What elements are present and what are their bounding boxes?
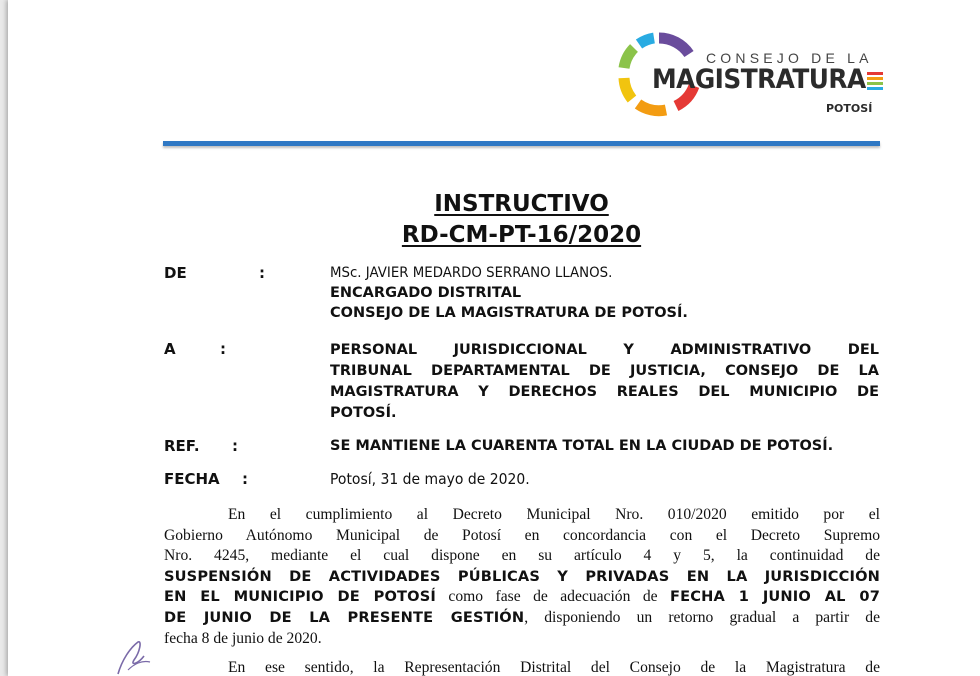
a-label: A [164,340,176,358]
de-colon: : [259,264,265,282]
de-org: CONSEJO DE LA MAGISTRATURA DE POTOSÍ. [330,305,688,321]
paragraph-line: Gobierno Autónomo Municipal de Potosí en concordancia con el Decreto Supremo [164,526,880,544]
logo-text-city: POTOSÍ [826,102,873,115]
a-line: PERSONAL JURISDICCIONAL Y ADMINISTRATIVO DEL [330,342,879,358]
paragraph-line: En el cumplimiento al Decreto Municipal Nro. 010/2020 emitido por el [228,506,880,523]
fecha-colon: : [242,470,248,488]
body-paragraph-2 [164,658,880,676]
ref-value: SE MANTIENE LA CUARENTA TOTAL EN LA CIUDAD DE POTOSÍ. [330,438,834,454]
document-page [8,0,980,676]
paragraph-bold: FECHA 1 JUNIO AL 07 [670,588,880,606]
a-line: MAGISTRATURA Y DERECHOS REALES DEL MUNICIPIO DE [330,384,879,400]
de-label: DE [164,264,187,282]
paragraph-bold: DE JUNIO DE LA PRESENTE GESTIÓN [164,608,525,626]
paragraph-text: , disponiendo un retorno gradual a partir de [524,608,880,626]
paragraph-bold: EN EL MUNICIPIO DE POTOSÍ [164,588,436,606]
document-title: INSTRUCTIVO [434,191,609,217]
de-role: ENCARGADO DISTRITAL [330,285,522,301]
paragraph-line: fecha 8 de junio de 2020. [164,629,322,647]
logo-text-top: CONSEJO DE LA [706,50,873,66]
a-line: TRIBUNAL DEPARTAMENTAL DE JUSTICIA, CONSEJO DE LA [330,363,879,379]
paragraph-line: Nro. 4245, mediante el cual dispone en su artículo 4 y 5, la continuidad de [164,547,880,565]
paragraph-line: En ese sentido, la Representación Distrital del Consejo de la Magistratura de [228,659,880,676]
a-line: POTOSÍ. [330,405,397,421]
signature-mark [108,630,168,676]
header-divider [163,141,880,146]
logo-bars-icon [867,72,883,90]
paragraph-bold: SUSPENSIÓN DE ACTIVIDADES PÚBLICAS Y PRIVADAS EN LA JURISDICCIÓN [164,567,880,585]
paragraph-line [164,567,880,588]
de-name: MSc. JAVIER MEDARDO SERRANO LLANOS. [330,265,613,281]
a-value [330,340,879,424]
fecha-label: FECHA [164,470,220,488]
fecha-value: Potosí, 31 de mayo de 2020. [330,470,530,488]
ref-label: REF. [164,437,200,455]
body-paragraph-1 [164,505,880,649]
institution-logo [614,26,894,126]
ref-colon: : [232,437,238,455]
paragraph-line [164,587,880,608]
paragraph-text: como fase de adecuación de [435,588,671,606]
de-value [330,263,879,323]
document-code: RD-CM-PT-16/2020 [401,222,642,248]
paragraph-line [164,608,880,629]
a-colon: : [220,340,226,358]
logo-text-main: MAGISTRATURA [652,64,866,95]
